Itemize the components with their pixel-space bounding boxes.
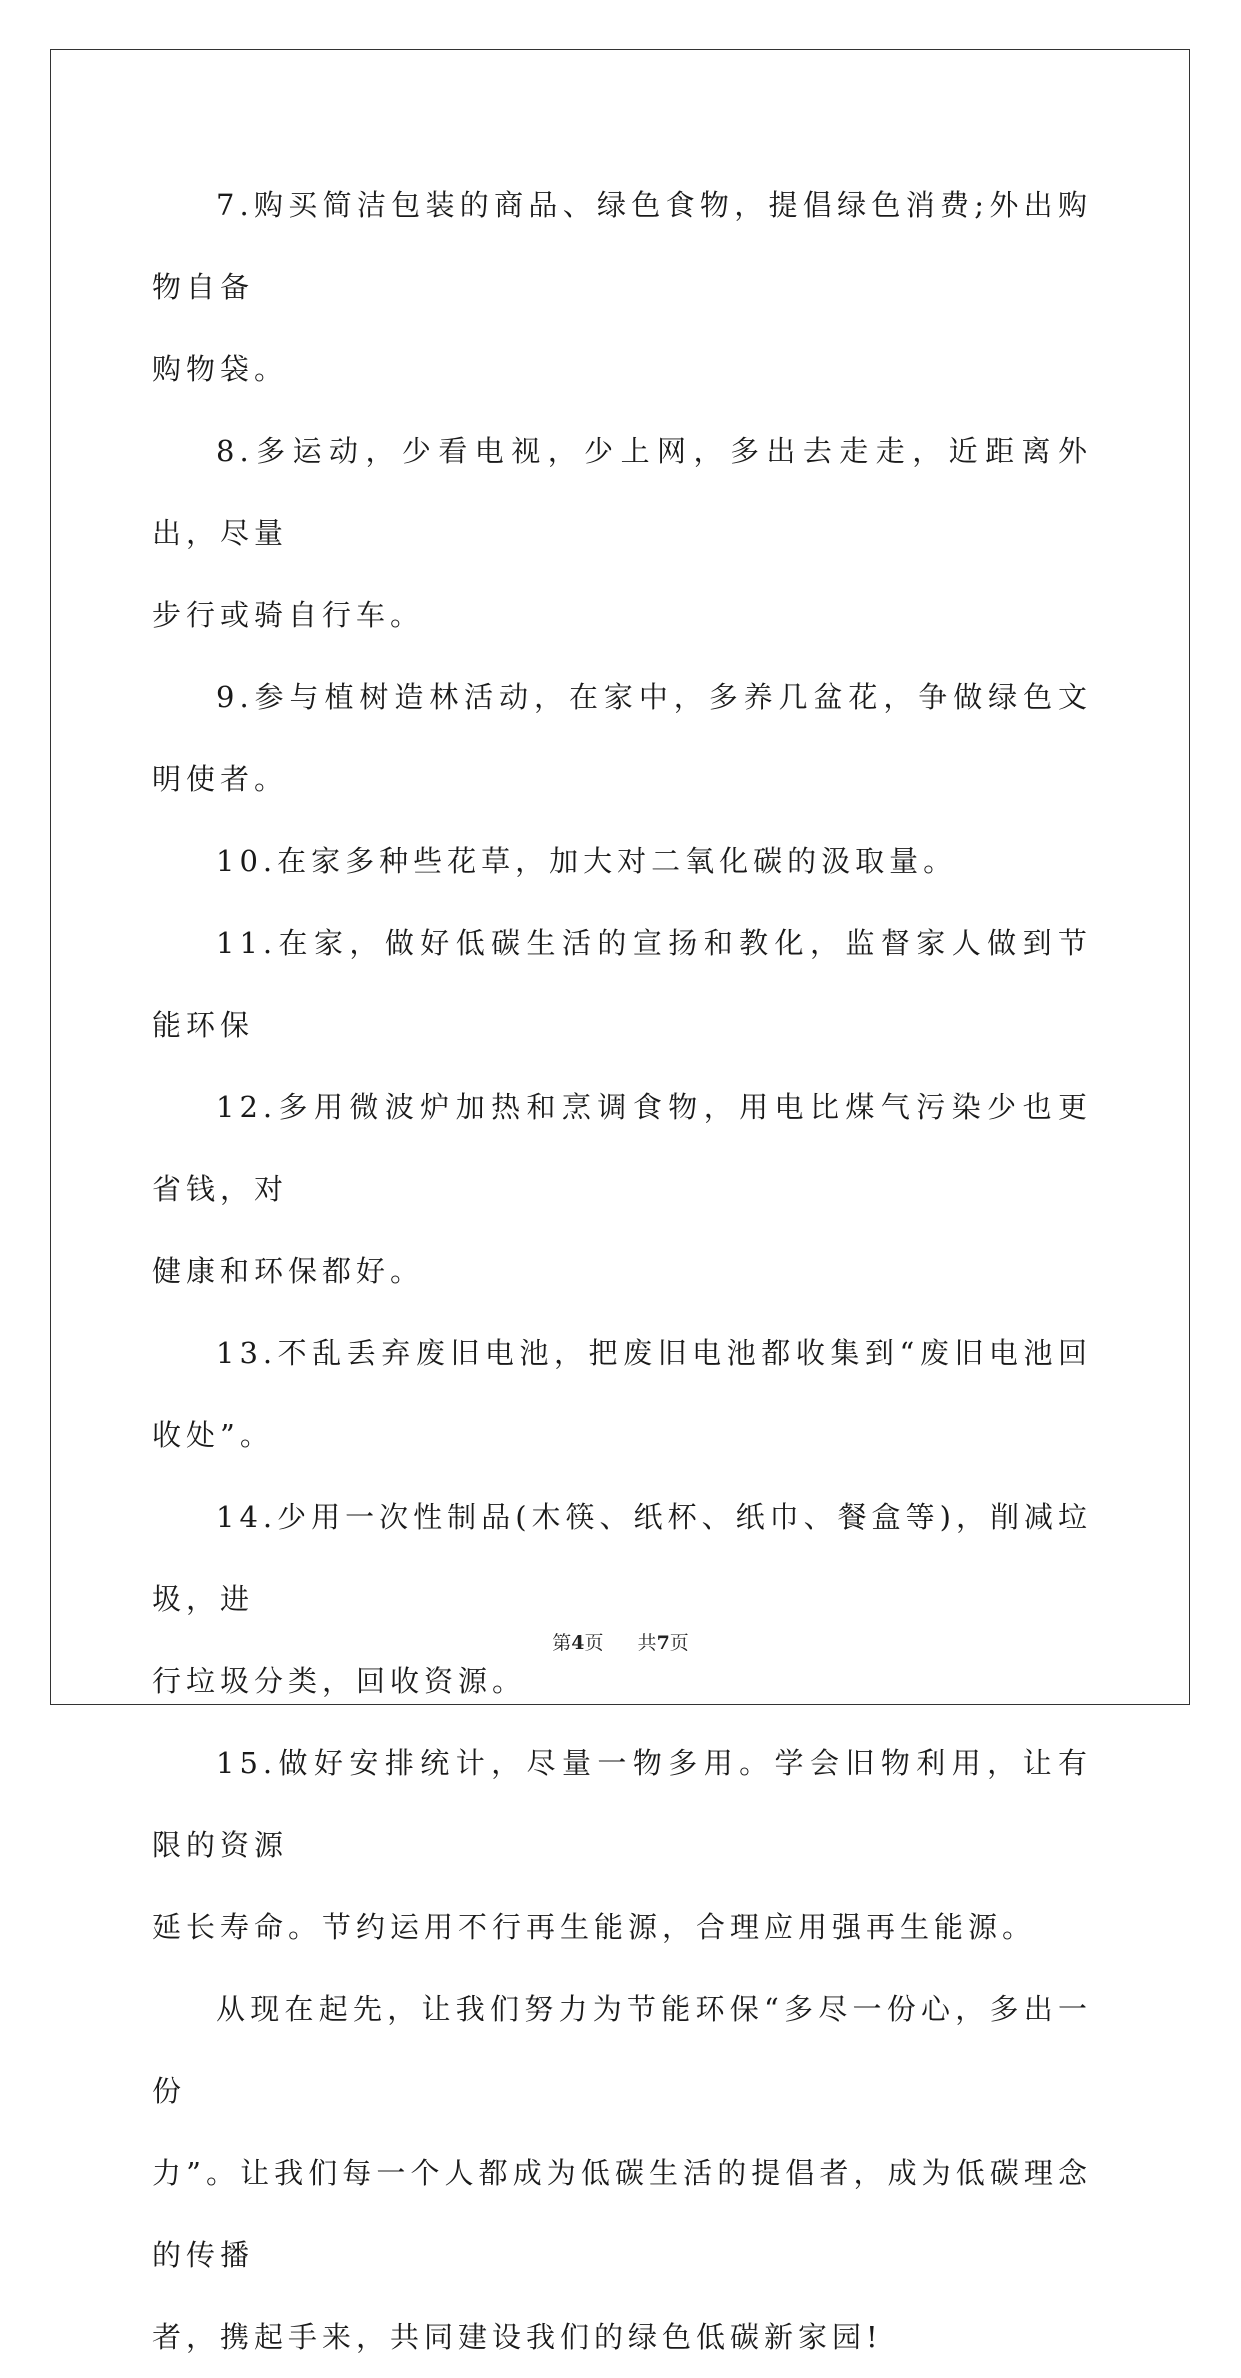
current-page-number: 4 [571,1632,585,1654]
page-suffix: 页 [584,1632,604,1654]
document-body [152,164,1092,2378]
text-line: 者，携起手来，共同建设我们的绿色低碳新家园! [152,2320,883,2354]
text-line: 11.在家，做好低碳生活的宣扬和教化，监督家人做到节能环保 [152,926,1092,1042]
paragraph-item-12 [152,1066,1092,1312]
page-number-label [552,1632,609,1654]
text-line: 从现在起先，让我们努力为节能环保“多尽一份心，多出一份 [152,1992,1092,2108]
text-line: 7.购买简洁包装的商品、绿色食物，提倡绿色消费;外出购物自备 [152,188,1092,304]
text-line: 8.多运动，少看电视，少上网，多出去走走，近距离外出，尽量 [152,434,1092,550]
paragraph-item-14 [152,1476,1092,1722]
text-line: 13.不乱丢弃废旧电池，把废旧电池都收集到“废旧电池回收处”。 [152,1336,1092,1452]
text-line: 延长寿命。节约运用不行再生能源，合理应用强再生能源。 [152,1910,1037,1944]
paragraph-conclusion [152,1968,1092,2378]
paragraph-item-15 [152,1722,1092,1968]
total-suffix: 页 [669,1632,689,1654]
paragraph-item-7 [152,164,1092,410]
text-line: 14.少用一次性制品(木筷、纸杯、纸巾、餐盒等)，削减垃圾，进 [152,1500,1092,1616]
paragraph-item-13 [152,1312,1092,1476]
total-prefix: 共 [637,1632,657,1654]
text-line: 10.在家多种些花草，加大对二氧化碳的汲取量。 [216,844,958,878]
total-pages-label [638,1632,689,1654]
paragraph-item-11 [152,902,1092,1066]
text-line: 15.做好安排统计，尽量一物多用。学会旧物利用，让有限的资源 [152,1746,1092,1862]
text-line: 力”。让我们每一个人都成为低碳生活的提倡者，成为低碳理念的传播 [152,2156,1092,2272]
text-line: 购物袋。 [152,352,289,386]
text-line: 9.参与植树造林活动，在家中，多养几盆花，争做绿色文明使者。 [152,680,1092,796]
page-prefix: 第 [552,1632,572,1654]
text-line: 健康和环保都好。 [152,1254,425,1288]
text-line: 12.多用微波炉加热和烹调食物，用电比煤气污染少也更省钱，对 [152,1090,1092,1206]
total-page-number: 7 [656,1632,670,1654]
text-line: 步行或骑自行车。 [152,598,425,632]
paragraph-item-9 [152,656,1092,820]
text-line: 行垃圾分类，回收资源。 [152,1664,527,1698]
paragraph-item-10 [152,820,1092,902]
paragraph-item-8 [152,410,1092,656]
page-footer [0,1628,1241,1655]
